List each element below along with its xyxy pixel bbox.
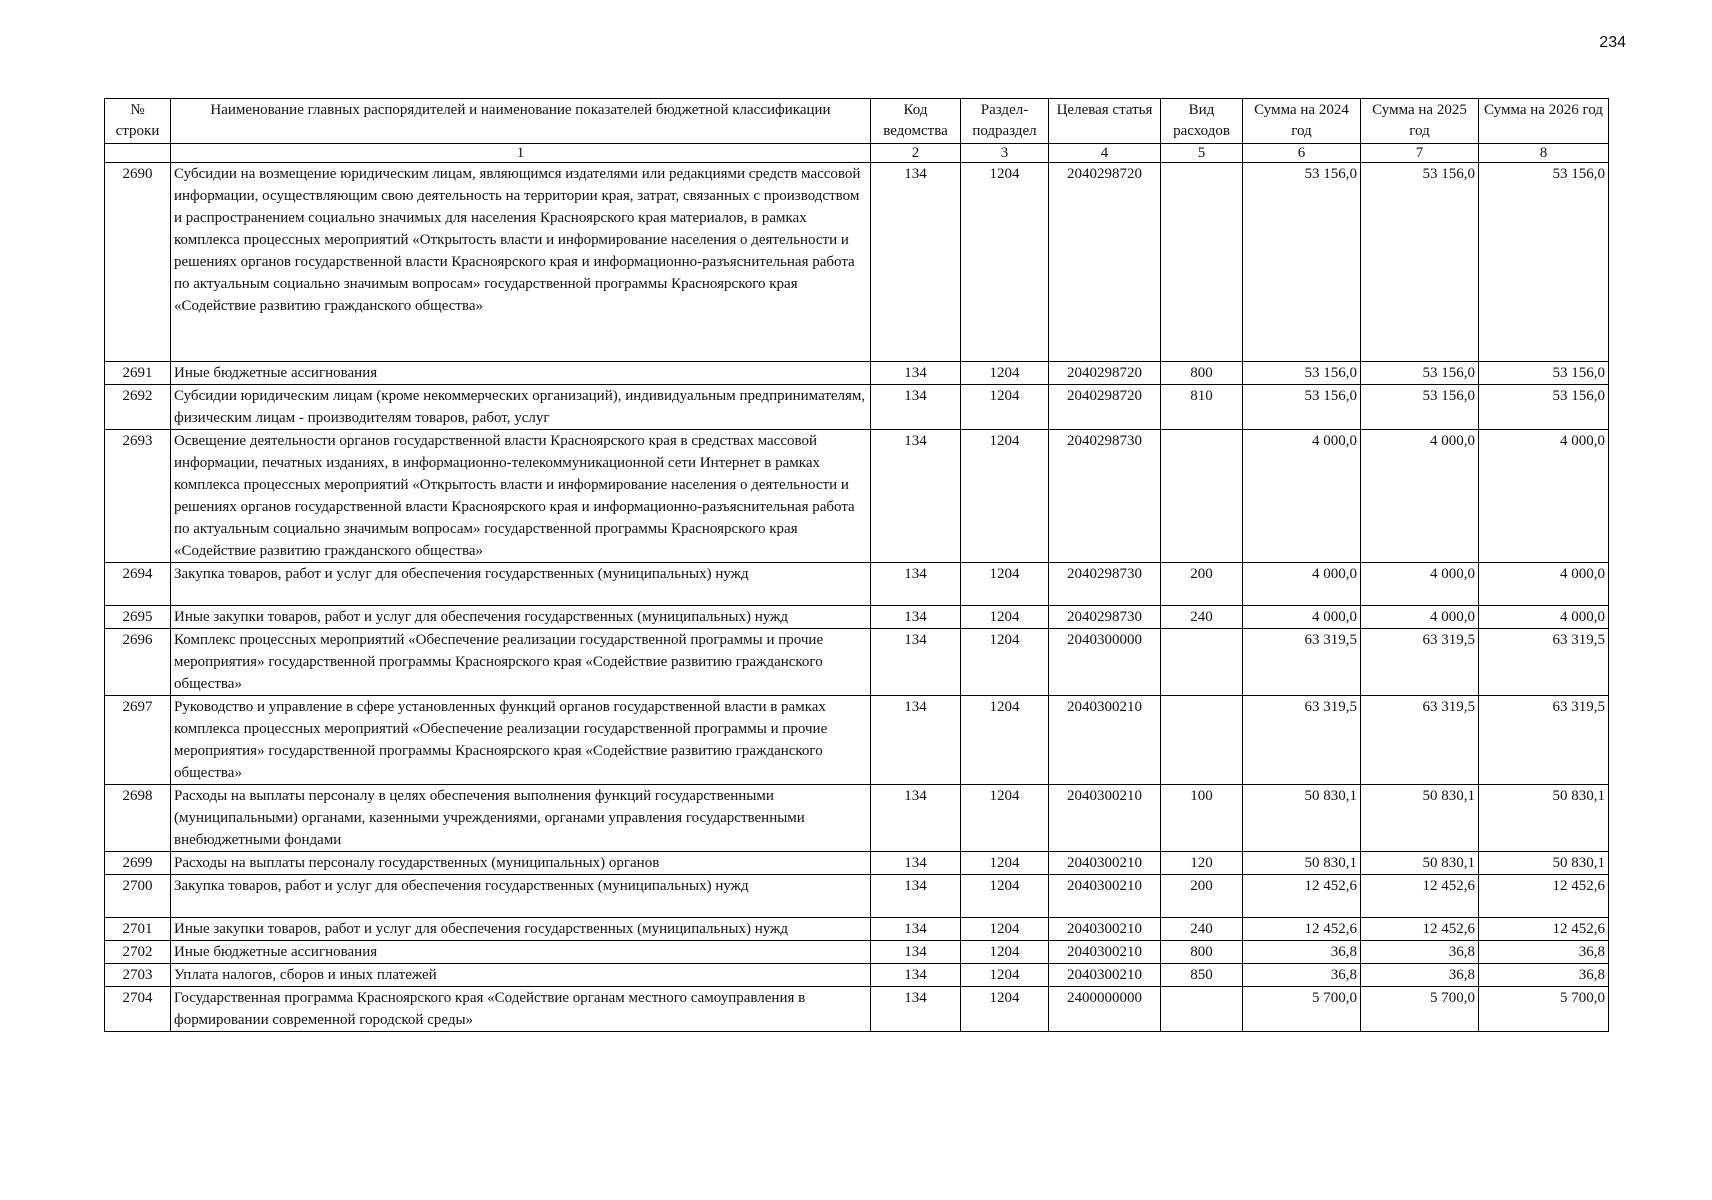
row-sum-2026: 4 000,0 bbox=[1479, 563, 1609, 606]
row-number: 2699 bbox=[105, 852, 171, 875]
row-expense-type bbox=[1161, 629, 1243, 696]
row-section: 1204 bbox=[961, 987, 1049, 1032]
row-department-code: 134 bbox=[871, 987, 961, 1032]
column-number: 1 bbox=[171, 144, 871, 163]
row-department-code: 134 bbox=[871, 875, 961, 918]
row-sum-2026: 12 452,6 bbox=[1479, 918, 1609, 941]
row-name: Освещение деятельности органов государственной власти Красноярского края в средствах массовой информации, печатных изданиях, в информационно-телекоммуникационной сети Интернет в рамках комплекса процессных мероприятий «Открытость власти и информирование населения о деятельности и решениях органов государственной власти Красноярского края и информационно-разъяснительная работа по актуальным социально значимым вопросам» государственной программы Красноярского края «Содействие развитию гражданского общества» bbox=[171, 430, 871, 563]
row-sum-2025: 36,8 bbox=[1361, 964, 1479, 987]
row-target-article: 2040300000 bbox=[1049, 629, 1161, 696]
row-number: 2695 bbox=[105, 606, 171, 629]
row-section: 1204 bbox=[961, 430, 1049, 563]
table-row bbox=[105, 987, 1609, 1032]
row-name: Иные закупки товаров, работ и услуг для обеспечения государственных (муниципальных) нужд bbox=[171, 606, 871, 629]
row-sum-2024: 5 700,0 bbox=[1243, 987, 1361, 1032]
table-row bbox=[105, 430, 1609, 563]
row-department-code: 134 bbox=[871, 629, 961, 696]
row-sum-2026: 5 700,0 bbox=[1479, 987, 1609, 1032]
row-department-code: 134 bbox=[871, 362, 961, 385]
row-name: Руководство и управление в сфере установленных функций органов государственной власти в рамках комплекса процессных мероприятий «Обеспечение реализации государственной программы и прочие мероприятия» государственной программы Красноярского края «Содействие развитию гражданского общества» bbox=[171, 696, 871, 785]
row-department-code: 134 bbox=[871, 696, 961, 785]
row-number: 2702 bbox=[105, 941, 171, 964]
table-row bbox=[105, 785, 1609, 852]
row-department-code: 134 bbox=[871, 964, 961, 987]
row-sum-2025: 12 452,6 bbox=[1361, 875, 1479, 918]
row-department-code: 134 bbox=[871, 430, 961, 563]
row-name: Расходы на выплаты персоналу в целях обеспечения выполнения функций государственными (муниципальными) органами, казенными учреждениями, органами управления государственными внебюджетными фондами bbox=[171, 785, 871, 852]
header-target-article: Целевая статья bbox=[1049, 99, 1161, 144]
row-target-article: 2040298720 bbox=[1049, 163, 1161, 362]
row-number: 2691 bbox=[105, 362, 171, 385]
column-number: 2 bbox=[871, 144, 961, 163]
row-number: 2698 bbox=[105, 785, 171, 852]
row-name: Иные бюджетные ассигнования bbox=[171, 941, 871, 964]
row-sum-2024: 12 452,6 bbox=[1243, 875, 1361, 918]
row-expense-type: 850 bbox=[1161, 964, 1243, 987]
row-section: 1204 bbox=[961, 629, 1049, 696]
row-section: 1204 bbox=[961, 163, 1049, 362]
row-sum-2026: 53 156,0 bbox=[1479, 362, 1609, 385]
row-department-code: 134 bbox=[871, 785, 961, 852]
row-department-code: 134 bbox=[871, 563, 961, 606]
row-name: Комплекс процессных мероприятий «Обеспечение реализации государственной программы и прочие мероприятия» государственной программы Красноярского края «Содействие развитию гражданского общества» bbox=[171, 629, 871, 696]
row-number: 2692 bbox=[105, 385, 171, 430]
row-sum-2024: 4 000,0 bbox=[1243, 563, 1361, 606]
row-sum-2026: 4 000,0 bbox=[1479, 430, 1609, 563]
row-target-article: 2040298720 bbox=[1049, 362, 1161, 385]
row-expense-type bbox=[1161, 163, 1243, 362]
header-expense-type: Вид расходов bbox=[1161, 99, 1243, 144]
column-number: 4 bbox=[1049, 144, 1161, 163]
row-sum-2024: 53 156,0 bbox=[1243, 385, 1361, 430]
table-row bbox=[105, 563, 1609, 606]
row-sum-2026: 63 319,5 bbox=[1479, 629, 1609, 696]
row-sum-2024: 63 319,5 bbox=[1243, 629, 1361, 696]
row-section: 1204 bbox=[961, 875, 1049, 918]
row-expense-type bbox=[1161, 696, 1243, 785]
header-sum-2025: Сумма на 2025 год bbox=[1361, 99, 1479, 144]
table-row bbox=[105, 964, 1609, 987]
row-section: 1204 bbox=[961, 941, 1049, 964]
row-number: 2693 bbox=[105, 430, 171, 563]
row-sum-2026: 50 830,1 bbox=[1479, 852, 1609, 875]
row-sum-2025: 5 700,0 bbox=[1361, 987, 1479, 1032]
row-sum-2026: 50 830,1 bbox=[1479, 785, 1609, 852]
row-sum-2026: 53 156,0 bbox=[1479, 385, 1609, 430]
row-target-article: 2040298720 bbox=[1049, 385, 1161, 430]
table-row bbox=[105, 163, 1609, 362]
row-sum-2025: 4 000,0 bbox=[1361, 563, 1479, 606]
page-number: 234 bbox=[1599, 34, 1626, 51]
row-target-article: 2040300210 bbox=[1049, 941, 1161, 964]
row-expense-type: 200 bbox=[1161, 563, 1243, 606]
row-expense-type bbox=[1161, 430, 1243, 563]
row-sum-2026: 36,8 bbox=[1479, 941, 1609, 964]
row-target-article: 2040298730 bbox=[1049, 606, 1161, 629]
row-number: 2697 bbox=[105, 696, 171, 785]
row-name: Иные бюджетные ассигнования bbox=[171, 362, 871, 385]
row-section: 1204 bbox=[961, 696, 1049, 785]
row-sum-2024: 36,8 bbox=[1243, 964, 1361, 987]
row-sum-2024: 53 156,0 bbox=[1243, 163, 1361, 362]
row-department-code: 134 bbox=[871, 385, 961, 430]
row-department-code: 134 bbox=[871, 163, 961, 362]
row-sum-2025: 53 156,0 bbox=[1361, 362, 1479, 385]
row-sum-2026: 4 000,0 bbox=[1479, 606, 1609, 629]
table-row bbox=[105, 385, 1609, 430]
table-row bbox=[105, 629, 1609, 696]
row-name: Закупка товаров, работ и услуг для обеспечения государственных (муниципальных) нужд bbox=[171, 563, 871, 606]
row-number: 2704 bbox=[105, 987, 171, 1032]
row-expense-type: 200 bbox=[1161, 875, 1243, 918]
row-section: 1204 bbox=[961, 385, 1049, 430]
row-sum-2025: 4 000,0 bbox=[1361, 606, 1479, 629]
row-expense-type: 240 bbox=[1161, 918, 1243, 941]
row-sum-2024: 63 319,5 bbox=[1243, 696, 1361, 785]
row-section: 1204 bbox=[961, 852, 1049, 875]
column-number: 5 bbox=[1161, 144, 1243, 163]
header-row bbox=[105, 99, 1609, 144]
header-department-code: Код ведомства bbox=[871, 99, 961, 144]
row-sum-2025: 53 156,0 bbox=[1361, 163, 1479, 362]
row-name: Государственная программа Красноярского края «Содействие органам местного самоуправления в формировании современной городской среды» bbox=[171, 987, 871, 1032]
row-sum-2025: 63 319,5 bbox=[1361, 696, 1479, 785]
row-number: 2694 bbox=[105, 563, 171, 606]
table-row bbox=[105, 875, 1609, 918]
column-number: 8 bbox=[1479, 144, 1609, 163]
row-sum-2024: 50 830,1 bbox=[1243, 785, 1361, 852]
row-sum-2026: 53 156,0 bbox=[1479, 163, 1609, 362]
row-target-article: 2040298730 bbox=[1049, 563, 1161, 606]
row-section: 1204 bbox=[961, 362, 1049, 385]
budget-table bbox=[104, 98, 1609, 1032]
row-sum-2025: 12 452,6 bbox=[1361, 918, 1479, 941]
table-row bbox=[105, 362, 1609, 385]
row-section: 1204 bbox=[961, 918, 1049, 941]
column-number: 7 bbox=[1361, 144, 1479, 163]
row-name: Субсидии юридическим лицам (кроме некоммерческих организаций), индивидуальным предпринимателям, физическим лицам - производителям товаров, работ, услуг bbox=[171, 385, 871, 430]
row-sum-2025: 4 000,0 bbox=[1361, 430, 1479, 563]
header-sum-2024: Сумма на 2024 год bbox=[1243, 99, 1361, 144]
table-row bbox=[105, 606, 1609, 629]
row-number: 2690 bbox=[105, 163, 171, 362]
row-sum-2024: 50 830,1 bbox=[1243, 852, 1361, 875]
row-expense-type bbox=[1161, 987, 1243, 1032]
row-name: Иные закупки товаров, работ и услуг для обеспечения государственных (муниципальных) нужд bbox=[171, 918, 871, 941]
row-sum-2024: 12 452,6 bbox=[1243, 918, 1361, 941]
row-sum-2026: 12 452,6 bbox=[1479, 875, 1609, 918]
row-sum-2025: 50 830,1 bbox=[1361, 852, 1479, 875]
header-row-number: № строки bbox=[105, 99, 171, 144]
row-department-code: 134 bbox=[871, 918, 961, 941]
header-section: Раздел-подраздел bbox=[961, 99, 1049, 144]
row-sum-2024: 4 000,0 bbox=[1243, 606, 1361, 629]
row-name: Субсидии на возмещение юридическим лицам, являющимся издателями или редакциями средств массовой информации, осуществляющим свою деятельность на территории края, затрат, связанных с производством и распространением социально значимых для населения Красноярского края материалов, в рамках комплекса процессных мероприятий «Открытость власти и информирование населения о деятельности и решениях органов государственной власти Красноярского края и информационно-разъяснительная работа по актуальным социально значимым вопросам» государственной программы Красноярского края «Содействие развитию гражданского общества» bbox=[171, 163, 871, 362]
row-section: 1204 bbox=[961, 606, 1049, 629]
row-section: 1204 bbox=[961, 563, 1049, 606]
row-expense-type: 120 bbox=[1161, 852, 1243, 875]
row-expense-type: 100 bbox=[1161, 785, 1243, 852]
row-department-code: 134 bbox=[871, 941, 961, 964]
row-sum-2025: 50 830,1 bbox=[1361, 785, 1479, 852]
row-department-code: 134 bbox=[871, 852, 961, 875]
table-row bbox=[105, 941, 1609, 964]
row-target-article: 2040298730 bbox=[1049, 430, 1161, 563]
row-target-article: 2040300210 bbox=[1049, 696, 1161, 785]
row-expense-type: 800 bbox=[1161, 941, 1243, 964]
row-expense-type: 800 bbox=[1161, 362, 1243, 385]
row-number: 2703 bbox=[105, 964, 171, 987]
row-sum-2024: 4 000,0 bbox=[1243, 430, 1361, 563]
row-target-article: 2040300210 bbox=[1049, 918, 1161, 941]
row-target-article: 2040300210 bbox=[1049, 785, 1161, 852]
table-row bbox=[105, 696, 1609, 785]
row-section: 1204 bbox=[961, 964, 1049, 987]
column-number: 3 bbox=[961, 144, 1049, 163]
row-name: Расходы на выплаты персоналу государственных (муниципальных) органов bbox=[171, 852, 871, 875]
row-sum-2025: 63 319,5 bbox=[1361, 629, 1479, 696]
row-department-code: 134 bbox=[871, 606, 961, 629]
column-number-row bbox=[105, 144, 1609, 163]
table-row bbox=[105, 918, 1609, 941]
table-row bbox=[105, 852, 1609, 875]
row-section: 1204 bbox=[961, 785, 1049, 852]
row-sum-2026: 36,8 bbox=[1479, 964, 1609, 987]
column-number: 6 bbox=[1243, 144, 1361, 163]
header-name: Наименование главных распорядителей и наименование показателей бюджетной классификации bbox=[171, 99, 871, 144]
row-name: Закупка товаров, работ и услуг для обеспечения государственных (муниципальных) нужд bbox=[171, 875, 871, 918]
row-sum-2024: 53 156,0 bbox=[1243, 362, 1361, 385]
row-sum-2025: 53 156,0 bbox=[1361, 385, 1479, 430]
row-sum-2025: 36,8 bbox=[1361, 941, 1479, 964]
header-sum-2026: Сумма на 2026 год bbox=[1479, 99, 1609, 144]
row-target-article: 2040300210 bbox=[1049, 852, 1161, 875]
row-name: Уплата налогов, сборов и иных платежей bbox=[171, 964, 871, 987]
row-number: 2701 bbox=[105, 918, 171, 941]
row-number: 2696 bbox=[105, 629, 171, 696]
row-target-article: 2040300210 bbox=[1049, 875, 1161, 918]
row-number: 2700 bbox=[105, 875, 171, 918]
row-sum-2026: 63 319,5 bbox=[1479, 696, 1609, 785]
column-number bbox=[105, 144, 171, 163]
row-target-article: 2040300210 bbox=[1049, 964, 1161, 987]
row-expense-type: 240 bbox=[1161, 606, 1243, 629]
row-expense-type: 810 bbox=[1161, 385, 1243, 430]
row-target-article: 2400000000 bbox=[1049, 987, 1161, 1032]
row-sum-2024: 36,8 bbox=[1243, 941, 1361, 964]
